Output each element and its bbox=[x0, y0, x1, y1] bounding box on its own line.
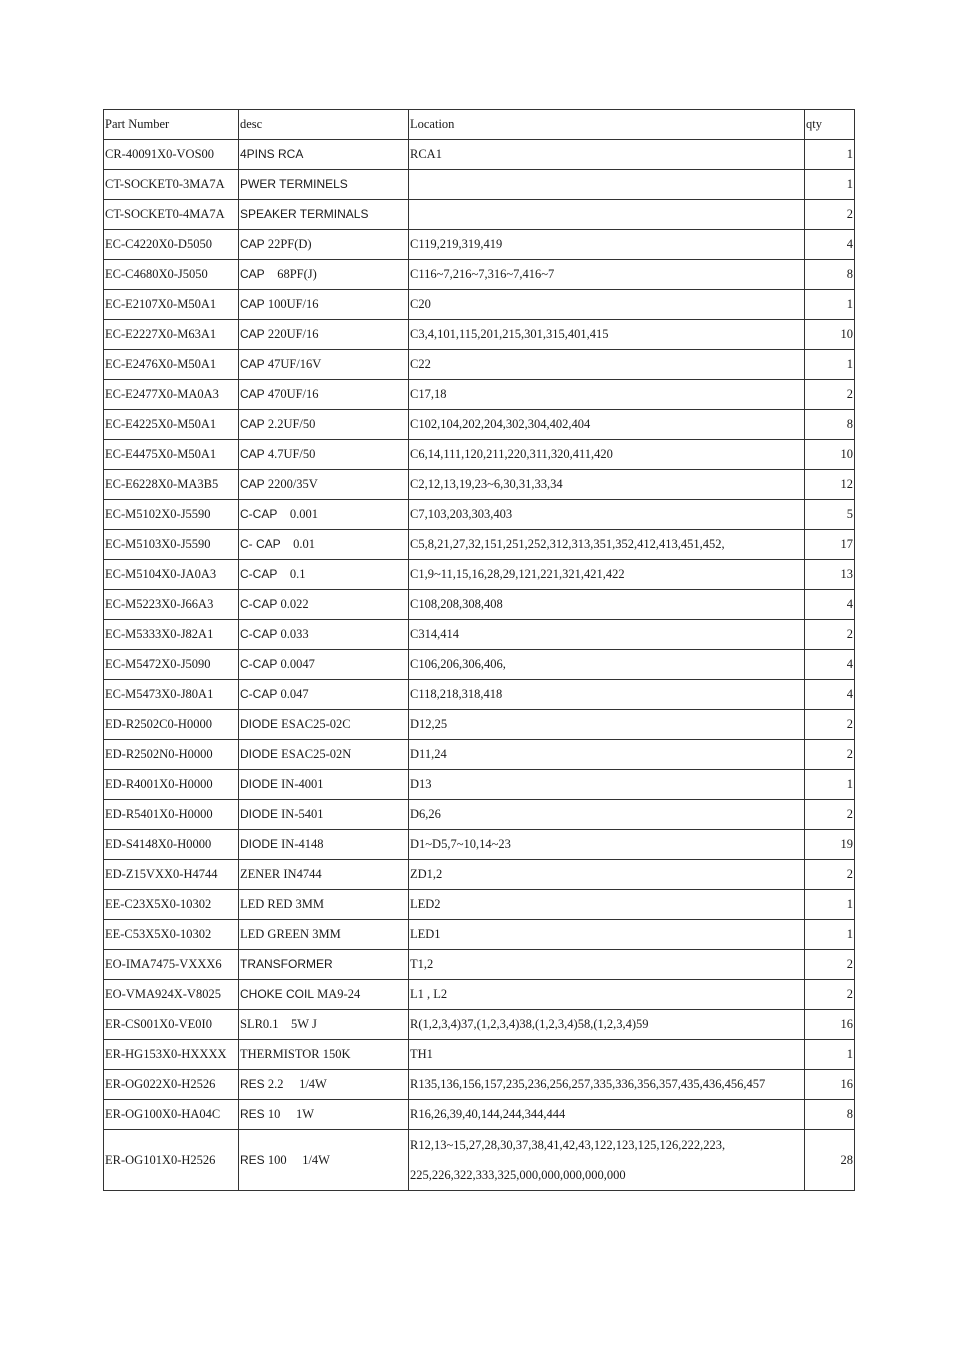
location-cell: C22 bbox=[409, 350, 805, 380]
desc-type: CAP bbox=[240, 297, 265, 311]
qty-cell: 1 bbox=[805, 1040, 855, 1070]
part-number-cell: EC-M5223X0-J66A3 bbox=[104, 590, 239, 620]
table-row bbox=[104, 740, 855, 770]
part-number-cell: EC-M5472X0-J5090 bbox=[104, 650, 239, 680]
desc-value: 22PF(D) bbox=[264, 237, 312, 251]
table-row bbox=[104, 1100, 855, 1130]
location-cell: C20 bbox=[409, 290, 805, 320]
qty-cell: 4 bbox=[805, 590, 855, 620]
part-number-cell: ER-OG100X0-HA04C bbox=[104, 1100, 239, 1130]
desc-cell bbox=[239, 620, 409, 650]
desc-cell bbox=[239, 590, 409, 620]
qty-cell: 2 bbox=[805, 860, 855, 890]
location-cell: T1,2 bbox=[409, 950, 805, 980]
table-row bbox=[104, 950, 855, 980]
part-number-cell: EC-E2227X0-M63A1 bbox=[104, 320, 239, 350]
table-row bbox=[104, 500, 855, 530]
table-row bbox=[104, 1040, 855, 1070]
part-number-cell: ER-HG153X0-HXXXX bbox=[104, 1040, 239, 1070]
location-cell: TH1 bbox=[409, 1040, 805, 1070]
table-row bbox=[104, 410, 855, 440]
location-cell: D1~D5,7~10,14~23 bbox=[409, 830, 805, 860]
desc-type: C-CAP bbox=[240, 597, 278, 611]
desc-cell bbox=[239, 200, 409, 230]
desc-cell bbox=[239, 230, 409, 260]
part-number-cell: EC-M5103X0-J5590 bbox=[104, 530, 239, 560]
desc-type: C-CAP bbox=[240, 507, 278, 521]
table-row bbox=[104, 200, 855, 230]
table-row bbox=[104, 680, 855, 710]
desc-type: 4PINS RCA bbox=[240, 147, 304, 161]
location-cell: C106,206,306,406, bbox=[409, 650, 805, 680]
desc-value: ESAC25-02C bbox=[278, 717, 351, 731]
table-row bbox=[104, 860, 855, 890]
desc-value: ZENER IN4744 bbox=[240, 867, 322, 881]
desc-cell bbox=[239, 950, 409, 980]
desc-type: C-CAP bbox=[240, 687, 278, 701]
table-row bbox=[104, 290, 855, 320]
location-cell: C2,12,13,19,23~6,30,31,33,34 bbox=[409, 470, 805, 500]
desc-value: MA9-24 bbox=[314, 987, 361, 1001]
table-row bbox=[104, 1070, 855, 1100]
location-cell: LED2 bbox=[409, 890, 805, 920]
desc-type: CAP bbox=[240, 387, 265, 401]
desc-cell bbox=[239, 470, 409, 500]
part-number-cell: EC-M5102X0-J5590 bbox=[104, 500, 239, 530]
desc-type: RES bbox=[240, 1107, 265, 1121]
desc-cell bbox=[239, 1100, 409, 1130]
table-row bbox=[104, 1130, 855, 1191]
location-cell: LED1 bbox=[409, 920, 805, 950]
part-number-cell: ED-R2502C0-H0000 bbox=[104, 710, 239, 740]
part-number-cell: ER-OG022X0-H2526 bbox=[104, 1070, 239, 1100]
part-number-cell: EC-M5333X0-J82A1 bbox=[104, 620, 239, 650]
location-line: 225,226,322,333,325,000,000,000,000,000 bbox=[410, 1168, 626, 1182]
qty-cell: 4 bbox=[805, 650, 855, 680]
desc-value: 0.033 bbox=[277, 627, 309, 641]
qty-cell: 1 bbox=[805, 770, 855, 800]
table-row bbox=[104, 170, 855, 200]
desc-value: 0.001 bbox=[277, 507, 318, 521]
location-line: R12,13~15,27,28,30,37,38,41,42,43,122,123,125,126,222,223, bbox=[410, 1138, 726, 1152]
desc-type: CAP bbox=[240, 417, 265, 431]
table-row bbox=[104, 620, 855, 650]
part-number-cell: ED-R5401X0-H0000 bbox=[104, 800, 239, 830]
desc-cell bbox=[239, 440, 409, 470]
desc-cell bbox=[239, 680, 409, 710]
part-number-cell: ED-Z15VXX0-H4744 bbox=[104, 860, 239, 890]
desc-cell bbox=[239, 740, 409, 770]
table-row bbox=[104, 830, 855, 860]
part-number-cell: EO-IMA7475-VXXX6 bbox=[104, 950, 239, 980]
desc-cell bbox=[239, 320, 409, 350]
desc-value: 2.2UF/50 bbox=[264, 417, 316, 431]
qty-cell: 2 bbox=[805, 710, 855, 740]
qty-cell: 4 bbox=[805, 680, 855, 710]
part-number-cell: ER-CS001X0-VE0I0 bbox=[104, 1010, 239, 1040]
location-cell: R16,26,39,40,144,244,344,444 bbox=[409, 1100, 805, 1130]
qty-cell: 2 bbox=[805, 620, 855, 650]
location-cell: C108,208,308,408 bbox=[409, 590, 805, 620]
desc-value: 47UF/16V bbox=[264, 357, 322, 371]
desc-type: CAP bbox=[240, 267, 265, 281]
desc-value: SLR0.1 5W J bbox=[240, 1017, 317, 1031]
desc-type: DIODE bbox=[240, 747, 279, 761]
qty-cell: 1 bbox=[805, 350, 855, 380]
header-qty: qty bbox=[805, 110, 855, 140]
table-row bbox=[104, 980, 855, 1010]
table-row bbox=[104, 320, 855, 350]
location-cell: C7,103,203,303,403 bbox=[409, 500, 805, 530]
location-cell: D13 bbox=[409, 770, 805, 800]
desc-cell bbox=[239, 140, 409, 170]
location-cell: C118,218,318,418 bbox=[409, 680, 805, 710]
part-number-cell: EE-C53X5X0-10302 bbox=[104, 920, 239, 950]
desc-value: 2.2 1/4W bbox=[264, 1077, 327, 1091]
table-row bbox=[104, 350, 855, 380]
desc-value: IN-4148 bbox=[278, 837, 324, 851]
desc-value: 0.047 bbox=[277, 687, 309, 701]
desc-cell bbox=[239, 560, 409, 590]
desc-cell bbox=[239, 1070, 409, 1100]
desc-cell bbox=[239, 830, 409, 860]
qty-cell: 16 bbox=[805, 1070, 855, 1100]
table-row bbox=[104, 380, 855, 410]
table-row bbox=[104, 530, 855, 560]
desc-type: CAP bbox=[240, 237, 265, 251]
desc-cell bbox=[239, 1010, 409, 1040]
location-cell: C3,4,101,115,201,215,301,315,401,415 bbox=[409, 320, 805, 350]
table-row bbox=[104, 470, 855, 500]
desc-type: CAP bbox=[240, 477, 265, 491]
desc-cell bbox=[239, 920, 409, 950]
part-number-cell: CT-SOCKET0-3MA7A bbox=[104, 170, 239, 200]
desc-type: PWER TERMINELS bbox=[240, 177, 348, 191]
qty-cell: 12 bbox=[805, 470, 855, 500]
desc-type: TRANSFORMER bbox=[240, 957, 333, 971]
desc-value: 10 1W bbox=[264, 1107, 314, 1121]
desc-value: 0.0047 bbox=[277, 657, 315, 671]
desc-cell bbox=[239, 1130, 409, 1191]
table-row bbox=[104, 260, 855, 290]
desc-cell bbox=[239, 350, 409, 380]
location-cell: C6,14,111,120,211,220,311,320,411,420 bbox=[409, 440, 805, 470]
table-row bbox=[104, 590, 855, 620]
part-number-cell: CT-SOCKET0-4MA7A bbox=[104, 200, 239, 230]
header-desc: desc bbox=[239, 110, 409, 140]
location-cell: C1,9~11,15,16,28,29,121,221,321,421,422 bbox=[409, 560, 805, 590]
location-cell: C119,219,319,419 bbox=[409, 230, 805, 260]
part-number-cell: ER-OG101X0-H2526 bbox=[104, 1130, 239, 1191]
table-body bbox=[104, 140, 855, 1191]
qty-cell: 1 bbox=[805, 890, 855, 920]
qty-cell: 1 bbox=[805, 170, 855, 200]
desc-value: LED RED 3MM bbox=[240, 897, 325, 911]
qty-cell: 2 bbox=[805, 200, 855, 230]
table-row bbox=[104, 230, 855, 260]
part-number-cell: EE-C23X5X0-10302 bbox=[104, 890, 239, 920]
desc-cell bbox=[239, 860, 409, 890]
desc-value: 470UF/16 bbox=[264, 387, 319, 401]
desc-value: 0.1 bbox=[277, 567, 306, 581]
table-row bbox=[104, 770, 855, 800]
location-cell: C314,414 bbox=[409, 620, 805, 650]
location-cell: D11,24 bbox=[409, 740, 805, 770]
desc-type: CAP bbox=[240, 447, 265, 461]
header-part-number: Part Number bbox=[104, 110, 239, 140]
desc-type: C-CAP bbox=[240, 627, 278, 641]
table-row bbox=[104, 710, 855, 740]
desc-cell bbox=[239, 170, 409, 200]
location-cell: RCA1 bbox=[409, 140, 805, 170]
desc-type: CAP bbox=[240, 327, 265, 341]
qty-cell: 10 bbox=[805, 320, 855, 350]
part-number-cell: ED-R4001X0-H0000 bbox=[104, 770, 239, 800]
qty-cell: 8 bbox=[805, 260, 855, 290]
location-cell: L1 , L2 bbox=[409, 980, 805, 1010]
desc-value: 220UF/16 bbox=[264, 327, 319, 341]
table-row bbox=[104, 650, 855, 680]
desc-cell bbox=[239, 410, 409, 440]
desc-cell bbox=[239, 890, 409, 920]
desc-cell bbox=[239, 530, 409, 560]
qty-cell: 1 bbox=[805, 290, 855, 320]
table-row bbox=[104, 560, 855, 590]
location-cell: R(1,2,3,4)37,(1,2,3,4)38,(1,2,3,4)58,(1,2,3,4)59 bbox=[409, 1010, 805, 1040]
qty-cell: 16 bbox=[805, 1010, 855, 1040]
qty-cell: 5 bbox=[805, 500, 855, 530]
desc-value: IN-5401 bbox=[278, 807, 324, 821]
desc-value: 0.01 bbox=[280, 537, 316, 551]
desc-cell bbox=[239, 980, 409, 1010]
part-number-cell: EC-E2477X0-MA0A3 bbox=[104, 380, 239, 410]
qty-cell: 8 bbox=[805, 410, 855, 440]
location-cell: ZD1,2 bbox=[409, 860, 805, 890]
desc-cell bbox=[239, 260, 409, 290]
qty-cell: 10 bbox=[805, 440, 855, 470]
qty-cell: 19 bbox=[805, 830, 855, 860]
part-number-cell: EC-E2476X0-M50A1 bbox=[104, 350, 239, 380]
desc-value: 100UF/16 bbox=[264, 297, 319, 311]
qty-cell: 2 bbox=[805, 380, 855, 410]
part-number-cell: EO-VMA924X-V8025 bbox=[104, 980, 239, 1010]
location-cell: C17,18 bbox=[409, 380, 805, 410]
desc-type: RES bbox=[240, 1077, 265, 1091]
part-number-cell: CR-40091X0-VOS00 bbox=[104, 140, 239, 170]
desc-type: C- CAP bbox=[240, 537, 281, 551]
desc-cell bbox=[239, 500, 409, 530]
desc-type: RES bbox=[240, 1152, 265, 1167]
location-cell bbox=[409, 1130, 805, 1191]
table-row bbox=[104, 890, 855, 920]
location-cell: R135,136,156,157,235,236,256,257,335,336,356,357,435,436,456,457 bbox=[409, 1070, 805, 1100]
table-row bbox=[104, 140, 855, 170]
table-row bbox=[104, 920, 855, 950]
qty-cell: 2 bbox=[805, 950, 855, 980]
qty-cell: 28 bbox=[805, 1130, 855, 1191]
desc-type: DIODE bbox=[240, 807, 279, 821]
part-number-cell: EC-E4475X0-M50A1 bbox=[104, 440, 239, 470]
desc-type: DIODE bbox=[240, 837, 279, 851]
qty-cell: 17 bbox=[805, 530, 855, 560]
desc-cell bbox=[239, 650, 409, 680]
desc-cell bbox=[239, 1040, 409, 1070]
qty-cell: 8 bbox=[805, 1100, 855, 1130]
desc-type: DIODE bbox=[240, 777, 279, 791]
desc-cell bbox=[239, 770, 409, 800]
location-cell: C102,104,202,204,302,304,402,404 bbox=[409, 410, 805, 440]
part-number-cell: EC-C4680X0-J5050 bbox=[104, 260, 239, 290]
qty-cell: 1 bbox=[805, 920, 855, 950]
desc-value: 4.7UF/50 bbox=[264, 447, 316, 461]
desc-cell bbox=[239, 380, 409, 410]
header-location: Location bbox=[409, 110, 805, 140]
header-row bbox=[104, 110, 855, 140]
location-cell: D12,25 bbox=[409, 710, 805, 740]
qty-cell: 2 bbox=[805, 740, 855, 770]
bom-table bbox=[103, 109, 855, 1191]
desc-type: C-CAP bbox=[240, 567, 278, 581]
desc-type: CHOKE COIL bbox=[240, 987, 315, 1001]
part-number-cell: EC-C4220X0-D5050 bbox=[104, 230, 239, 260]
desc-value: 0.022 bbox=[277, 597, 309, 611]
desc-type: SPEAKER TERMINALS bbox=[240, 207, 369, 221]
part-number-cell: EC-E2107X0-M50A1 bbox=[104, 290, 239, 320]
desc-type: CAP bbox=[240, 357, 265, 371]
location-cell bbox=[409, 200, 805, 230]
desc-value: THERMISTOR 150K bbox=[240, 1047, 351, 1061]
part-number-cell: EC-E4225X0-M50A1 bbox=[104, 410, 239, 440]
desc-value: 2200/35V bbox=[264, 477, 318, 491]
desc-value: LED GREEN 3MM bbox=[240, 927, 341, 941]
location-cell: D6,26 bbox=[409, 800, 805, 830]
part-number-cell: ED-S4148X0-H0000 bbox=[104, 830, 239, 860]
qty-cell: 4 bbox=[805, 230, 855, 260]
desc-value: 100 1/4W bbox=[264, 1152, 330, 1167]
part-number-cell: EC-E6228X0-MA3B5 bbox=[104, 470, 239, 500]
desc-cell bbox=[239, 710, 409, 740]
part-number-cell: EC-M5473X0-J80A1 bbox=[104, 680, 239, 710]
qty-cell: 1 bbox=[805, 140, 855, 170]
location-cell: C116~7,216~7,316~7,416~7 bbox=[409, 260, 805, 290]
desc-value: ESAC25-02N bbox=[278, 747, 352, 761]
part-number-cell: ED-R2502N0-H0000 bbox=[104, 740, 239, 770]
qty-cell: 13 bbox=[805, 560, 855, 590]
desc-cell bbox=[239, 800, 409, 830]
part-number-cell: EC-M5104X0-JA0A3 bbox=[104, 560, 239, 590]
desc-value: 68PF(J) bbox=[264, 267, 317, 281]
desc-value: IN-4001 bbox=[278, 777, 324, 791]
desc-type: DIODE bbox=[240, 717, 279, 731]
table-row bbox=[104, 800, 855, 830]
desc-cell bbox=[239, 290, 409, 320]
qty-cell: 2 bbox=[805, 800, 855, 830]
qty-cell: 2 bbox=[805, 980, 855, 1010]
location-cell: C5,8,21,27,32,151,251,252,312,313,351,352,412,413,451,452, bbox=[409, 530, 805, 560]
location-cell bbox=[409, 170, 805, 200]
table-row bbox=[104, 440, 855, 470]
desc-type: C-CAP bbox=[240, 657, 278, 671]
table-row bbox=[104, 1010, 855, 1040]
